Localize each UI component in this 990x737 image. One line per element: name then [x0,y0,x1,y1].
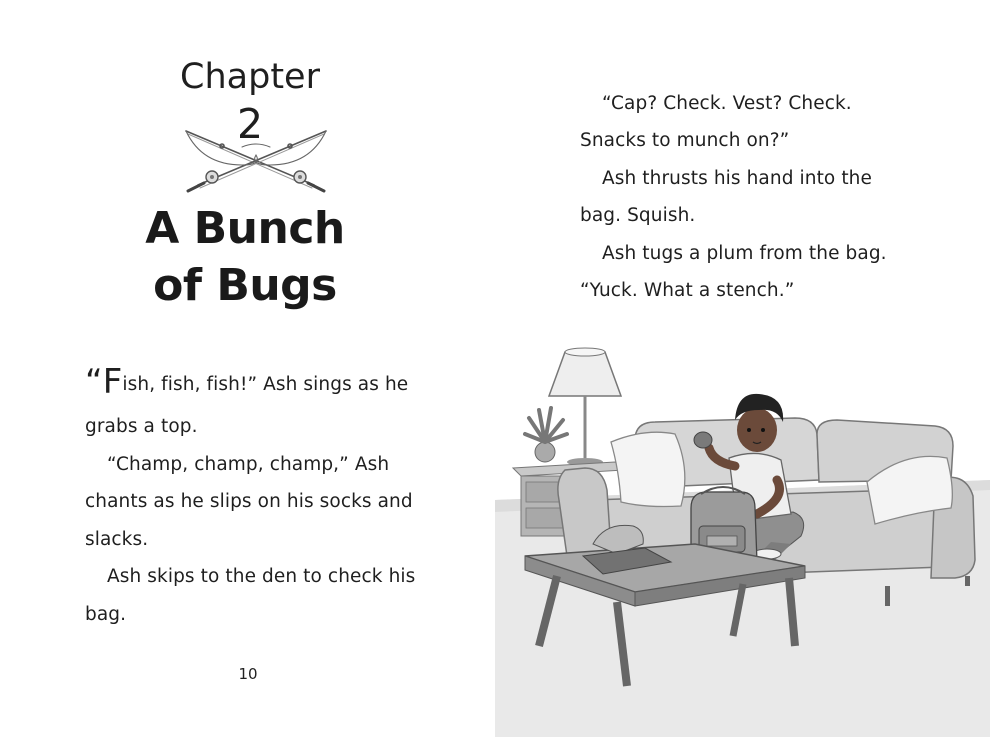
potted-plant [525,408,567,462]
page-number: 10 [238,665,258,683]
text-line: “Cap? Check. Vest? Check. [602,93,852,114]
text-line: Ash skips to the den to check his [107,566,416,587]
text-line: bag. [85,604,127,625]
opening-quote: “ [85,362,103,402]
text-line: Snacks to munch on?” [580,130,790,151]
text-line: chants as he slips on his socks and [85,491,413,512]
text-line [85,362,409,403]
chapter-title-line-1: A Bunch [145,203,345,254]
chapter-title [100,200,390,314]
chapter-label: Chapter [180,57,320,97]
chapter-title-line-2: of Bugs [153,260,337,311]
text-line: “Yuck. What a stench.” [580,280,795,301]
text-line: Ash thrusts his hand into the [602,168,872,189]
lamp [549,348,621,466]
text-line: bag. Squish. [580,205,696,226]
text-line: Ash tugs a plum from the bag. [602,243,887,264]
text-line-rest: ish, fish, fish!” Ash sings as he [122,374,409,395]
text-line: slacks. [85,529,149,550]
crossed-fishing-rods-icon [182,125,330,197]
chapter-number: 2 [236,100,264,148]
boy-on-couch-illustration [495,330,990,737]
dropcap-letter: F [102,362,123,402]
text-line: grabs a top. [85,416,198,437]
text-line: “Champ, champ, champ,” Ash [107,454,390,475]
right-page [495,0,990,737]
